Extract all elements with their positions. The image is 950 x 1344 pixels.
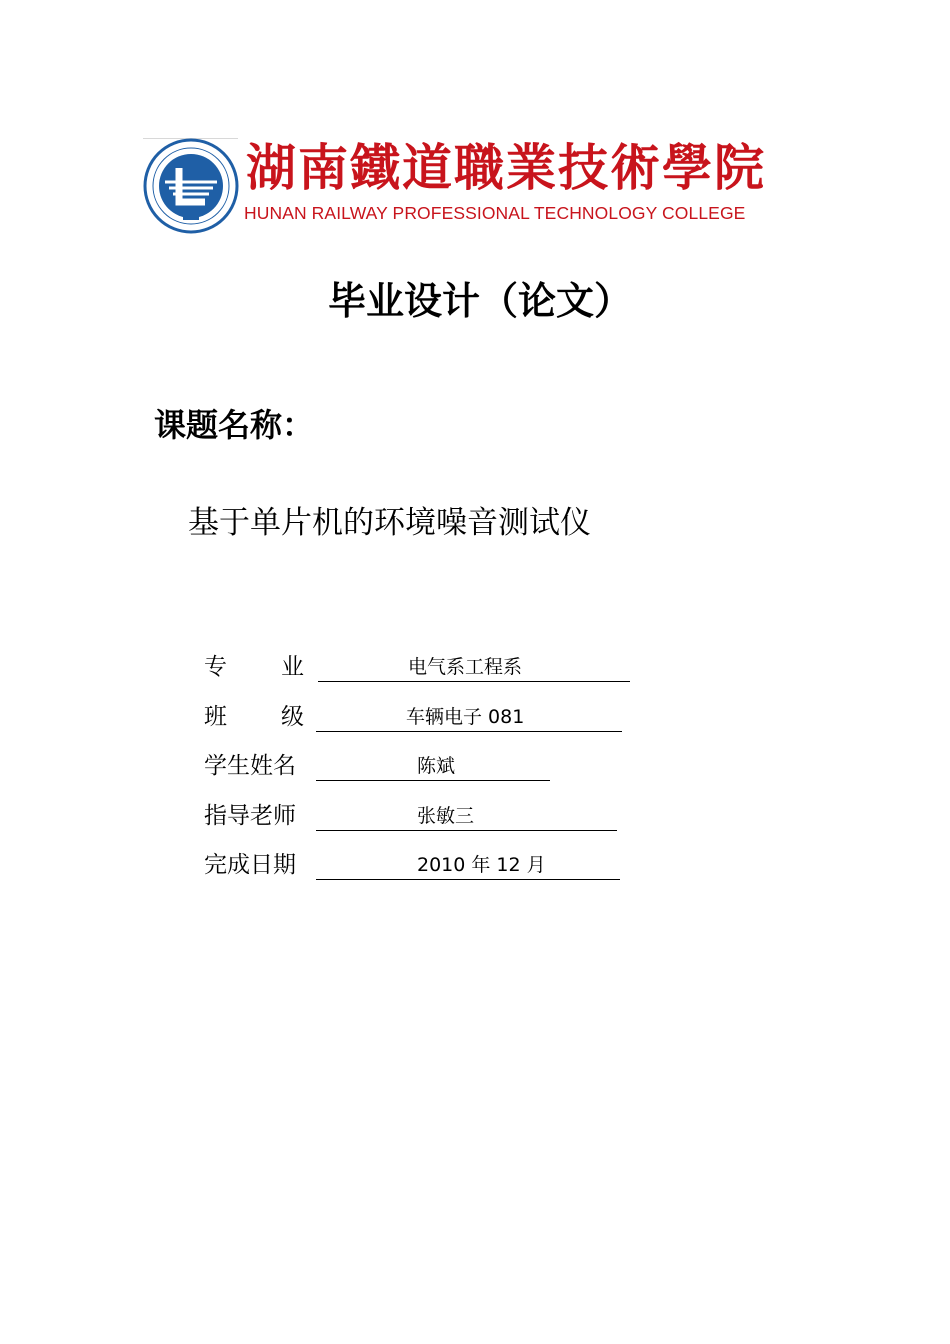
college-name-en: HUNAN RAILWAY PROFESSIONAL TECHNOLOGY COLLEGE <box>244 203 746 223</box>
subject-label: 课题名称： <box>154 406 315 444</box>
info-label-major <box>204 652 304 682</box>
subject-title: 基于单片机的环境噪音测试仪 <box>188 505 591 541</box>
info-value-completion-date: 2010 年 12 月 <box>417 854 546 876</box>
college-name-cn: 湖南鐵道職業技術學院 <box>246 138 766 197</box>
info-label-major-char-1: 专 <box>204 654 227 680</box>
info-value-student-name: 陈斌 <box>417 755 456 777</box>
info-value-class: 车辆电子 081 <box>406 706 525 728</box>
info-label-completion-date: 完成日期 <box>204 852 296 878</box>
info-label-advisor: 指导老师 <box>204 803 296 829</box>
info-label-class-char-1: 班 <box>204 704 227 730</box>
info-label-class <box>204 702 304 732</box>
college-emblem-icon <box>143 138 239 234</box>
info-value-major: 电气系工程系 <box>408 656 523 678</box>
info-label-major-char-2: 业 <box>281 654 304 680</box>
info-label-student-name: 学生姓名 <box>204 753 296 779</box>
document-title: 毕业设计（论文） <box>327 279 632 323</box>
info-value-advisor: 张敏三 <box>417 805 475 827</box>
info-label-class-char-2: 级 <box>281 704 304 730</box>
